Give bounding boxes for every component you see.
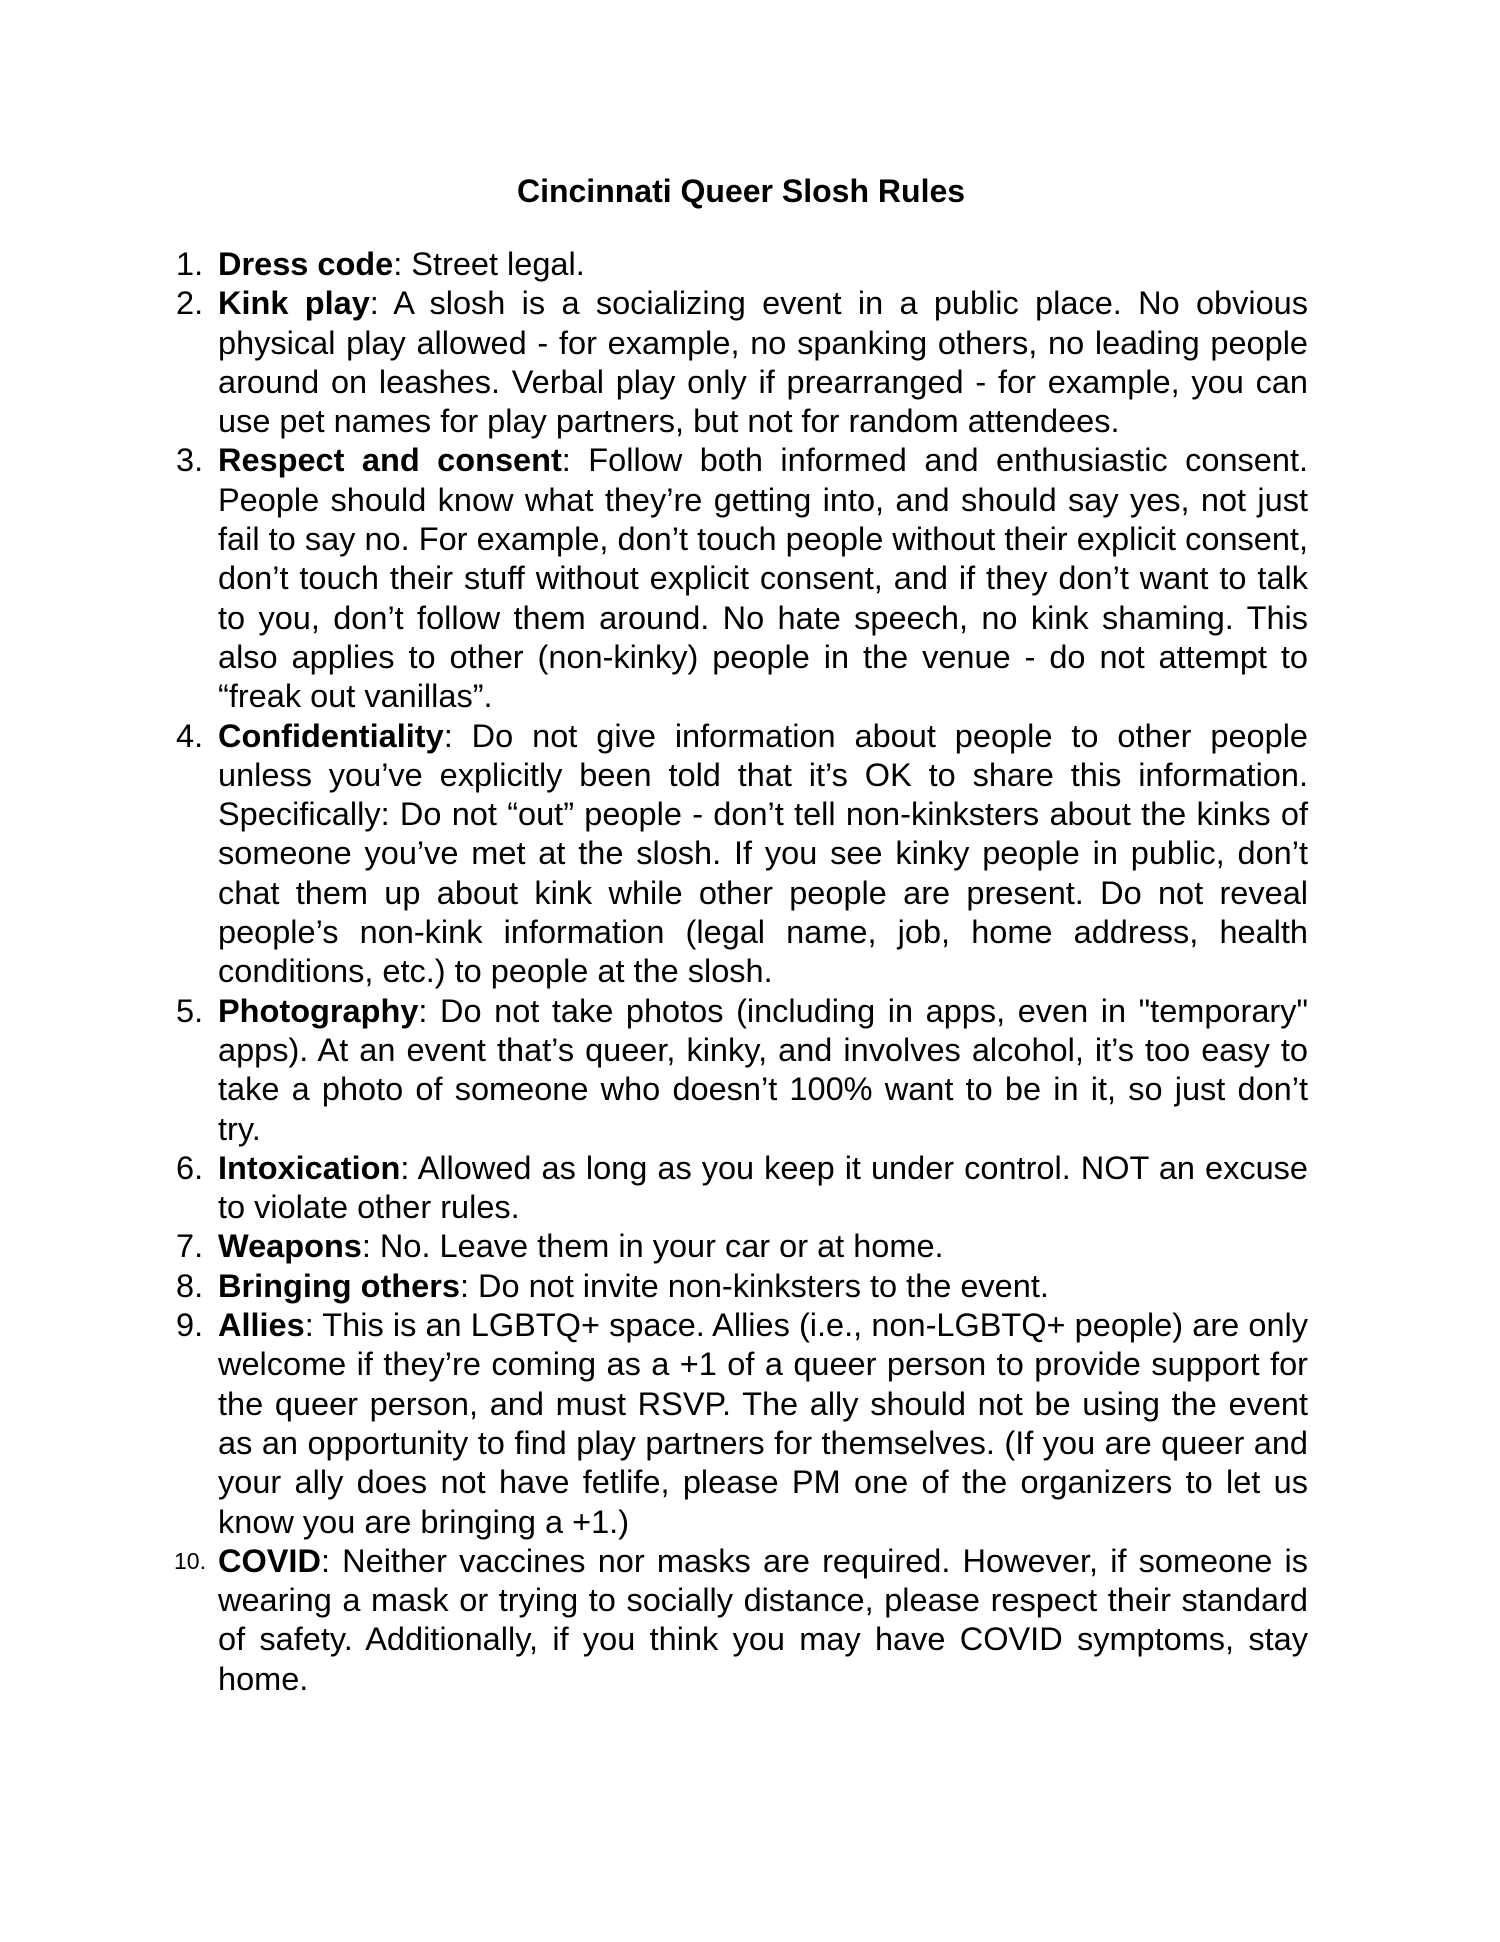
rule-number: 5. bbox=[176, 992, 204, 1029]
rule-number: 2. bbox=[176, 285, 204, 322]
rule-text: : A slosh is a socializing event in a public place. No obvious physical play allowed - for example, no spanking others, no leading people around on leashes. Verbal play only if prearranged - for example, you can use pet names for play partners, but not for random attendees. bbox=[218, 285, 1308, 440]
rule-number: 3. bbox=[176, 442, 204, 479]
document-title: Cincinnati Queer Slosh Rules bbox=[516, 173, 966, 209]
rule-text: : This is an LGBTQ+ space. Allies (i.e., non-LGBTQ+ people) are only welcome if they’re coming as a +1 of a queer person to provide support for the queer person, and must RSVP. The ally should not be using the event as an opportunity to find play partners for themselves. (If you are queer and your ally does not have fetlife, please PM one of the organizers to let us know you are bringing a +1.) bbox=[218, 1307, 1308, 1540]
rule-label: COVID bbox=[218, 1542, 321, 1579]
rule-text: : Do not give information about people to other people unless you’ve explicitly been told that it’s OK to share this information. Specifically: Do not “out” people - don’t tell non-kinksters about the kinks of someone you’ve met at the slosh. If you see kinky people in public, don’t chat them up about kink while other people are present. Do not reveal people’s non-kink information (legal name, job, home address, health conditions, etc.) to people at the slosh. bbox=[218, 717, 1308, 990]
rule-number: 8. bbox=[176, 1267, 204, 1304]
rule-item bbox=[176, 284, 1308, 441]
rule-item bbox=[176, 992, 1308, 1149]
rule-text: : Follow both informed and enthusiastic consent. People should know what they’re getting into, and should say yes, not just fail to say no. For example, don’t touch people without their explicit consent, don’t touch their stuff without explicit consent, and if they don’t want to talk to you, don’t follow them around. No hate speech, no kink shaming. This also applies to other (non-kinky) people in the venue - do not attempt to “freak out vanillas”. bbox=[218, 442, 1309, 715]
rule-item bbox=[176, 717, 1308, 992]
rule-label: Kink play bbox=[218, 285, 370, 322]
rule-item bbox=[176, 1149, 1308, 1228]
rule-item bbox=[176, 1306, 1308, 1542]
rule-label: Allies bbox=[218, 1307, 305, 1344]
rules-list bbox=[174, 245, 1309, 1699]
rule-label: Dress code bbox=[218, 246, 394, 282]
rule-number: 10. bbox=[174, 1547, 206, 1574]
rule-text: : Street legal. bbox=[393, 246, 585, 282]
rule-label: Intoxication bbox=[218, 1149, 401, 1186]
rule-item bbox=[176, 1267, 1308, 1306]
rule-number: 9. bbox=[176, 1307, 204, 1344]
rule-item bbox=[176, 245, 1308, 284]
rule-text: : No. Leave them in your car or at home. bbox=[361, 1228, 944, 1265]
rule-item bbox=[176, 1227, 1308, 1266]
rule-label: Respect and consent bbox=[218, 442, 562, 479]
rule-text: : Allowed as long as you keep it under control. NOT an excuse to violate other rules. bbox=[218, 1149, 1308, 1226]
rule-text: : Do not take photos (including in apps, even in "temporary" apps). At an event that’s queer, kinky, and involves alcohol, it’s too easy to take a photo of someone who doesn’t 100% want to be in it, so just don’t try. bbox=[218, 992, 1308, 1147]
rule-number: 6. bbox=[176, 1149, 204, 1186]
rule-text: : Do not invite non-kinksters to the event. bbox=[459, 1267, 1049, 1304]
rule-label: Bringing others bbox=[218, 1267, 460, 1304]
rule-item bbox=[176, 441, 1309, 716]
rule-label: Photography bbox=[218, 992, 419, 1029]
rule-number: 1. bbox=[176, 246, 204, 282]
rule-label: Confidentiality bbox=[218, 717, 444, 754]
rule-number: 7. bbox=[176, 1228, 204, 1265]
rule-text: : Neither vaccines nor masks are required. However, if someone is wearing a mask or trying to socially distance, please respect their standard of safety. Additionally, if you think you may have COVID symptoms, stay home. bbox=[218, 1542, 1308, 1697]
rule-number: 4. bbox=[176, 717, 204, 754]
rule-label: Weapons bbox=[218, 1228, 362, 1265]
rule-item bbox=[174, 1542, 1308, 1699]
